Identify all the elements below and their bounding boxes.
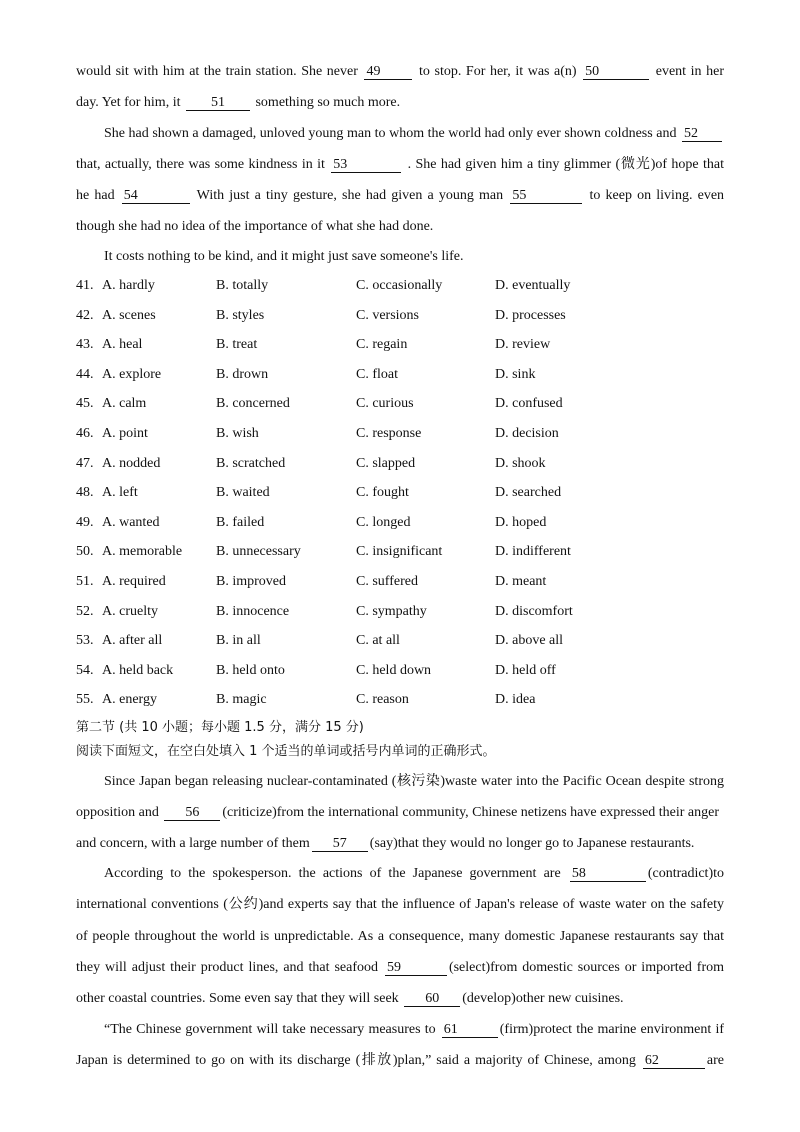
passage2-line-5: international conventions (公约)and experts say that the influence of Japan's release of waste water on the safety: [76, 897, 724, 912]
option-c: C. at all: [356, 633, 400, 649]
option-row: [76, 366, 724, 384]
text: (contradict)to: [647, 866, 724, 881]
passage2-line-10: [76, 1052, 724, 1070]
option-c: C. versions: [356, 307, 419, 323]
option-a: A. point: [102, 426, 148, 441]
option-d: D. decision: [495, 426, 559, 441]
blank-60: 60: [404, 991, 460, 1007]
option-a: A. cruelty: [102, 603, 158, 619]
passage2-line-6: of people throughout the world is unpredictable. As a consequence, many domestic Japanese restaurants say that: [76, 929, 724, 944]
text: day. Yet for him, it: [76, 95, 181, 110]
option-row: [76, 662, 724, 680]
option-c: C. response: [356, 426, 422, 441]
text: (criticize)from the international community, Chinese netizens have expressed their anger: [222, 805, 720, 820]
passage2-line-3: [76, 835, 724, 853]
passage1-line-5: [76, 187, 724, 205]
question-number: 50.: [76, 544, 94, 560]
option-d: D. eventually: [495, 278, 571, 293]
blank-50: 50: [583, 64, 649, 80]
blank-59: 59: [385, 960, 447, 976]
option-b: B. totally: [216, 278, 269, 293]
option-row: [76, 573, 724, 591]
question-number: 52.: [76, 603, 94, 619]
text: opposition and: [76, 805, 159, 820]
question-number: 54.: [76, 662, 94, 678]
option-c: C. suffered: [356, 574, 418, 589]
option-b: B. styles: [216, 307, 265, 323]
text: other coastal countries. Some even say that they will seek: [76, 991, 399, 1006]
option-row: [76, 307, 724, 325]
text: to keep on living. even: [589, 188, 724, 203]
text: that, actually, there was some kindness in it: [76, 157, 325, 172]
section2-title: 第二节 (共 10 小题；每小题 1.5 分，满分 15 分): [76, 720, 364, 735]
option-d: D. confused: [495, 396, 563, 412]
option-b: B. unnecessary: [216, 544, 301, 560]
option-b: B. waited: [216, 485, 270, 501]
passage2-line-4: [104, 865, 724, 883]
blank-61: 61: [442, 1022, 498, 1038]
text: . She had given him a tiny glimmer (微光)of hope that: [407, 157, 724, 172]
question-number: 55.: [76, 692, 94, 708]
option-a: A. heal: [102, 337, 143, 353]
option-a: A. scenes: [102, 307, 156, 323]
question-number: 51.: [76, 574, 94, 589]
blank-49: 49: [364, 64, 412, 80]
option-b: B. innocence: [216, 603, 290, 619]
option-c: C. reason: [356, 692, 409, 708]
text: (develop)other new cuisines.: [462, 991, 624, 1006]
question-number: 47.: [76, 455, 94, 471]
blank-54: 54: [122, 188, 190, 204]
option-a: A. energy: [102, 692, 157, 708]
option-d: D. processes: [495, 307, 566, 323]
option-row: [76, 395, 724, 413]
option-b: B. improved: [216, 574, 286, 589]
text: (firm)protect the marine environment if: [499, 1022, 724, 1037]
passage1-line-6: though she had no idea of the importance of what she had done.: [76, 219, 434, 234]
passage2-line-9: [104, 1021, 724, 1039]
option-a: A. left: [102, 485, 138, 501]
option-row: [76, 514, 724, 532]
option-d: D. hoped: [495, 514, 547, 530]
question-number: 43.: [76, 337, 94, 353]
option-row: [76, 603, 724, 621]
passage2-line-7: [76, 959, 724, 977]
option-b: B. failed: [216, 514, 265, 530]
blank-51: 51: [186, 95, 250, 111]
passage1-line-1: [76, 63, 724, 81]
option-a: A. held back: [102, 662, 174, 678]
blank-57: 57: [312, 836, 368, 852]
option-row: [76, 543, 724, 561]
passage2-line-1: Since Japan began releasing nuclear-contaminated (核污染)waste water into the Pacific Ocean despite strong: [104, 774, 724, 789]
option-row: [76, 336, 724, 354]
option-d: D. idea: [495, 692, 536, 708]
option-c: C. regain: [356, 337, 408, 353]
option-c: C. insignificant: [356, 544, 443, 560]
text: event in her: [655, 64, 724, 79]
question-number: 44.: [76, 366, 94, 382]
passage1-line-2: [76, 94, 724, 112]
question-number: 48.: [76, 485, 94, 501]
option-b: B. drown: [216, 366, 269, 382]
section2-instruction: 阅读下面短文，在空白处填入 1 个适当的单词或括号内单词的正确形式。: [76, 744, 496, 759]
option-b: B. in all: [216, 633, 261, 649]
option-c: C. held down: [356, 662, 432, 678]
question-number: 45.: [76, 396, 94, 412]
blank-55: 55: [510, 188, 582, 204]
option-d: D. review: [495, 337, 551, 353]
option-c: C. slapped: [356, 455, 416, 471]
option-a: A. after all: [102, 633, 163, 649]
option-d: D. held off: [495, 662, 556, 678]
option-row: [76, 484, 724, 502]
option-c: C. curious: [356, 396, 414, 412]
option-a: A. wanted: [102, 514, 160, 530]
option-row: [76, 277, 724, 295]
blank-52: 52: [682, 126, 722, 142]
option-c: C. sympathy: [356, 603, 427, 619]
blank-56: 56: [164, 805, 220, 821]
option-b: B. held onto: [216, 662, 285, 678]
text: something so much more.: [255, 95, 401, 110]
option-a: A. explore: [102, 366, 162, 382]
option-d: D. meant: [495, 574, 547, 589]
blank-53: 53: [331, 157, 401, 173]
blank-58: 58: [570, 866, 646, 882]
option-d: D. indifferent: [495, 544, 571, 560]
option-row: [76, 632, 724, 650]
passage1-line-7: It costs nothing to be kind, and it might just save someone's life.: [104, 249, 464, 264]
option-row: [76, 425, 724, 443]
passage1-line-4: [76, 156, 724, 174]
option-b: B. concerned: [216, 396, 290, 412]
text: would sit with him at the train station. She never: [76, 64, 358, 79]
text: he had: [76, 188, 115, 203]
passage2-line-2: [76, 804, 724, 822]
text: (say)that they would no longer go to Japanese restaurants.: [369, 836, 695, 851]
option-a: A. calm: [102, 396, 147, 412]
blank-62: 62: [643, 1053, 705, 1069]
option-d: D. discomfort: [495, 603, 573, 619]
option-row: [76, 455, 724, 473]
passage1-line-3: [104, 125, 724, 143]
text: “The Chinese government will take necessary measures to: [104, 1022, 436, 1037]
text: She had shown a damaged, unloved young man to whom the world had only ever shown coldness and: [104, 126, 677, 141]
option-a: A. hardly: [102, 278, 155, 293]
option-d: D. sink: [495, 366, 536, 382]
text: and concern, with a large number of them: [76, 836, 310, 851]
option-c: C. fought: [356, 485, 409, 501]
option-b: B. wish: [216, 426, 259, 441]
text: With just a tiny gesture, she had given a young man: [196, 188, 504, 203]
text: they will adjust their product lines, and that seafood: [76, 960, 378, 975]
option-row: [76, 691, 724, 709]
text: (select)from domestic sources or imported from: [448, 960, 724, 975]
question-number: 46.: [76, 426, 94, 441]
option-c: C. longed: [356, 514, 411, 530]
option-b: B. treat: [216, 337, 258, 353]
option-b: B. magic: [216, 692, 267, 708]
passage2-line-8: [76, 990, 724, 1008]
question-number: 49.: [76, 514, 94, 530]
option-d: D. searched: [495, 485, 562, 501]
option-a: A. memorable: [102, 544, 183, 560]
option-c: C. float: [356, 366, 398, 382]
text: Japan is determined to go on with its discharge (排放)plan,” said a majority of Chinese, among: [76, 1053, 636, 1068]
question-number: 42.: [76, 307, 94, 323]
option-a: A. required: [102, 574, 166, 589]
text: to stop. For her, it was a(n): [419, 64, 577, 79]
option-d: D. shook: [495, 455, 546, 471]
question-number: 41.: [76, 278, 94, 293]
text: are: [706, 1053, 724, 1068]
question-number: 53.: [76, 633, 94, 649]
option-c: C. occasionally: [356, 278, 443, 293]
option-d: D. above all: [495, 633, 564, 649]
text: According to the spokesperson. the actions of the Japanese government are: [104, 866, 561, 881]
option-b: B. scratched: [216, 455, 286, 471]
option-a: A. nodded: [102, 455, 161, 471]
